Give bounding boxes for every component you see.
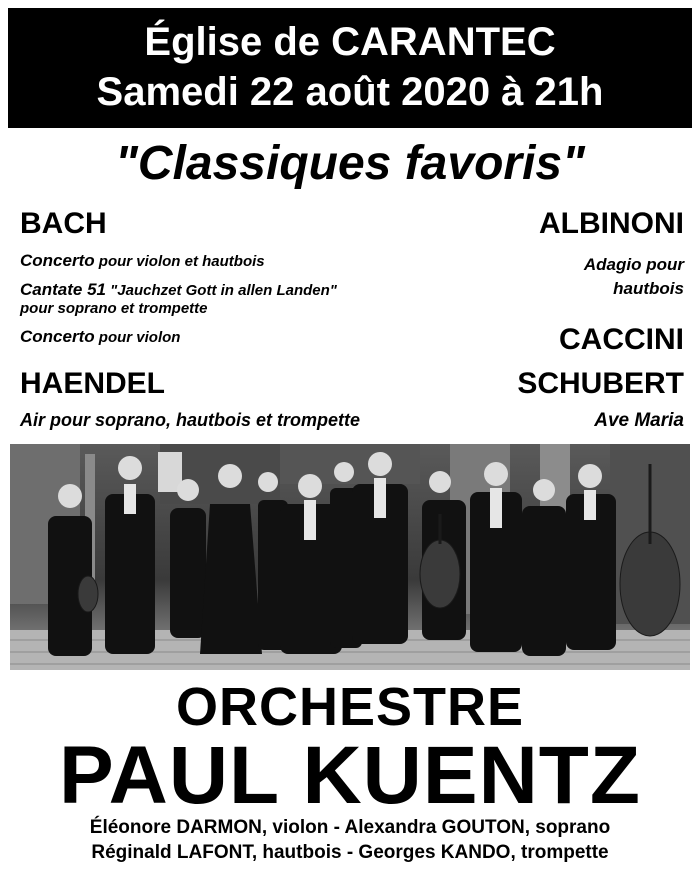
bach-piece-3 xyxy=(20,328,180,347)
bach-piece-2-title: Cantate 51 xyxy=(20,280,106,299)
composer-albinoni: ALBINONI xyxy=(539,207,684,240)
venue-title: Église de CARANTEC xyxy=(144,20,556,64)
soloists-line-1: Éléonore DARMON, violon - Alexandra GOUTON, soprano xyxy=(89,817,611,838)
header-banner xyxy=(8,8,692,128)
composer-haendel: HAENDEL xyxy=(20,367,166,400)
composer-caccini: CACCINI xyxy=(559,323,684,356)
albinoni-piece-line1: Adagio pour xyxy=(583,255,684,274)
orchestra-photo xyxy=(10,444,690,670)
bach-piece-3-rest: pour violon xyxy=(94,329,181,346)
orchestra-label: ORCHESTRE xyxy=(175,677,525,737)
schubert-piece: Ave Maria xyxy=(594,410,684,431)
orchestra-name: PAUL KUENTZ xyxy=(59,730,641,821)
bach-piece-2-scoring: pour soprano et trompette xyxy=(20,300,208,317)
orchestra-photo-illustration xyxy=(10,444,690,670)
composer-bach: BACH xyxy=(20,207,107,240)
composer-schubert: SCHUBERT xyxy=(517,367,684,400)
bach-piece-1 xyxy=(20,252,265,271)
bach-piece-1-rest: pour violon et hautbois xyxy=(94,253,265,270)
bach-piece-2-subtitle: "Jauchzet Gott in allen Landen" xyxy=(105,282,337,299)
haendel-piece: Air pour soprano, hautbois et trompette xyxy=(20,410,361,430)
bach-piece-2 xyxy=(20,281,337,300)
soloists-line-2: Réginald LAFONT, hautbois - Georges KANDO, trompette xyxy=(91,842,609,863)
event-date: Samedi 22 août 2020 à 21h xyxy=(96,70,604,114)
bach-piece-3-title: Concerto xyxy=(20,327,95,346)
concert-title: "Classiques favoris" xyxy=(115,137,585,190)
bach-piece-1-title: Concerto xyxy=(20,251,95,270)
albinoni-piece-line2: hautbois xyxy=(613,279,684,298)
